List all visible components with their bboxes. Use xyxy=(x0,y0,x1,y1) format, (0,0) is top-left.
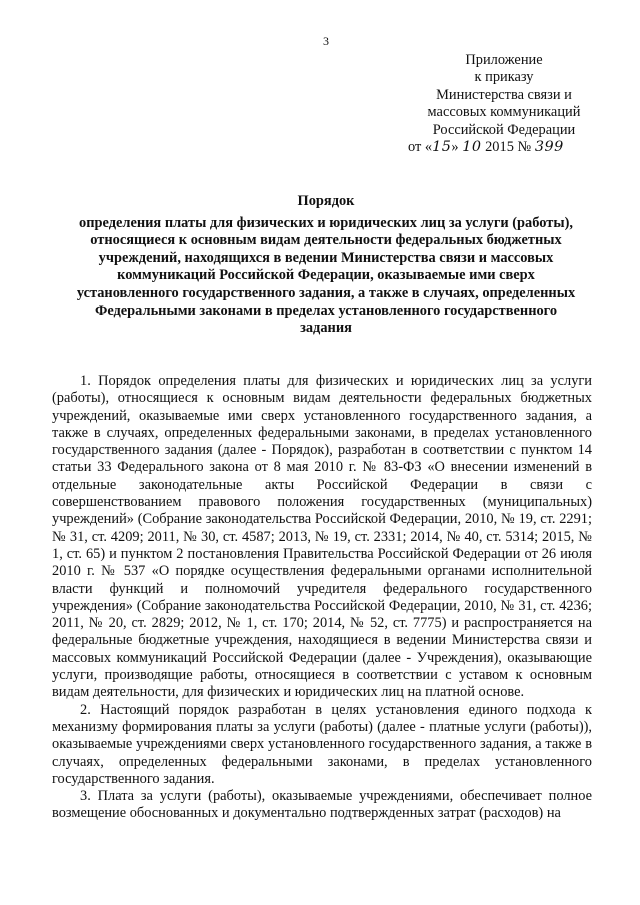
document-title xyxy=(72,193,580,338)
paragraph-1: 1. Порядок определения платы для физических и юридических лиц за услуги (работы), относящиеся к основным видам деятельности федеральных бюджетных учреждений, оказываемые ими сверх установленного государственного задания, а также в случаях, определенных федеральными законами, в пределах установленного государственного задания (далее - Порядок), разработан в соответствии с пунктом 14 статьи 33 Федерального закона от 8 мая 2010 г. № 83-ФЗ «О внесении изменений в отдельные законодательные акты Российской Федерации в связи с совершенствованием правового положения государственных (муниципальных) учреждений» (Собрание законодательства Российской Федерации, 2010, № 19, ст. 2291; № 31, ст. 4209; 2011, № 30, ст. 4587; 2013, № 19, ст. 2331; 2014, № 40, ст. 5314; 2015, № 1, ст. 65) и пунктом 2 постановления Правительства Российской Федерации от 26 июля 2010 г. № 537 «О порядке осуществления федеральными органами исполнительной власти функций и полномочий учредителя федерального государственного учреждения» (Собрание законодательства Российской Федерации, 2010, № 31, ст. 4236; 2011, № 20, ст. 2829; 2012, № 1, ст. 170; 2014, № 52, ст. 7775) и распространяется на федеральные бюджетные учреждения, находящиеся в ведении Министерства связи и массовых коммуникаций Российской Федерации (далее - Учреждения), оказывающие услуги, производящие работы, относящиеся в соответствии с уставом к основным видам деятельности, для физических и юридических лиц на платной основе. xyxy=(52,373,592,701)
paragraph-2: 2. Настоящий порядок разработан в целях установления единого подхода к механизму формирования платы за услуги (работы) (далее - платные услуги (работы)), оказываемые учреждениями сверх установленного государственного задания, а также в случаях, определенных федеральными законами, в пределах установленного государственного задания. xyxy=(52,701,592,787)
paragraph-3: 3. Плата за услуги (работы), оказываемые учреждениями, обеспечивает полное возмещение обоснованных и документально подтвержденных затрат (расходов) на xyxy=(52,788,592,822)
appendix-line: массовых коммуникаций xyxy=(427,104,581,121)
year-and-number-label: 2015 № xyxy=(481,139,535,156)
date-prefix: от « xyxy=(408,139,433,156)
title-heading: Порядок xyxy=(297,193,355,209)
title-subtitle: определения платы для физических и юридических лиц за услуги (работы), относящиеся к основным видам деятельности федеральных бюджетных учреждений, находящихся в ведении Министерства связи и массовых коммуникаций Российской Федерации, оказываемые ими сверх установленного государственного задания, а также в случаях, определенных Федеральными законами в пределах установленного государственного задания xyxy=(76,214,576,337)
order-number: 399 xyxy=(534,139,564,156)
appendix-block xyxy=(404,52,604,156)
date-separator: » xyxy=(451,139,463,156)
order-month: 10 xyxy=(462,139,482,156)
page-number: 3 xyxy=(323,34,329,48)
order-day: 15 xyxy=(432,139,452,156)
appendix-line: к приказу xyxy=(474,69,534,86)
appendix-line: Приложение xyxy=(465,52,543,68)
appendix-line: Министерства связи и xyxy=(436,86,572,103)
order-date-line xyxy=(404,139,604,156)
document-body xyxy=(52,373,592,823)
appendix-line: Российской Федерации xyxy=(432,121,576,138)
